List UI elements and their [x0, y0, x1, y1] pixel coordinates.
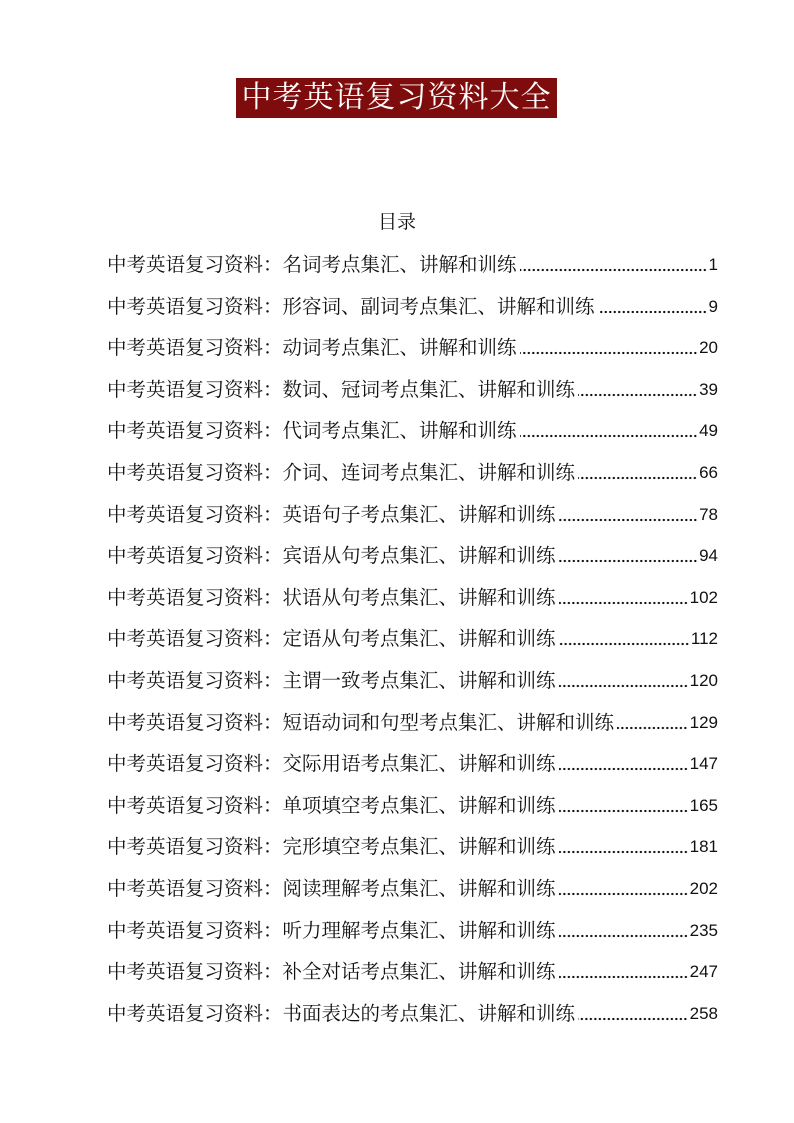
toc-entry-label: 中考英语复习资料：形容词、副词考点集汇、讲解和训练 [107, 294, 595, 318]
dot-leader [559, 601, 688, 605]
toc-entry-page: 129 [689, 712, 718, 732]
dot-leader [617, 726, 688, 730]
toc-entry-page: 181 [689, 837, 718, 857]
toc-entry-page: 66 [699, 462, 718, 482]
toc-entry-label: 中考英语复习资料：代词考点集汇、讲解和训练 [107, 419, 517, 443]
toc-entry-label: 中考英语复习资料：动词考点集汇、讲解和训练 [107, 336, 517, 360]
toc-entry-label: 中考英语复习资料：介词、连词考点集汇、讲解和训练 [107, 460, 576, 484]
toc-entry-label: 中考英语复习资料：宾语从句考点集汇、讲解和训练 [107, 544, 556, 568]
toc-entry-page: 165 [689, 795, 718, 815]
toc-entry-label: 中考英语复习资料：单项填空考点集汇、讲解和训练 [107, 793, 556, 817]
toc-entry-page: 1 [708, 255, 718, 274]
toc-entry-page: 39 [699, 379, 718, 399]
toc-entry[interactable] [107, 410, 718, 452]
toc-entry-label: 中考英语复习资料：补全对话考点集汇、讲解和训练 [107, 960, 556, 984]
toc-entry[interactable] [107, 660, 718, 702]
toc-entry[interactable] [107, 618, 718, 660]
dot-leader [559, 518, 698, 522]
toc-entry-label: 中考英语复习资料：听力理解考点集汇、讲解和训练 [107, 918, 556, 942]
toc-entry-label: 中考英语复习资料：英语句子考点集汇、讲解和训练 [107, 502, 556, 526]
toc-entry-page: 20 [699, 338, 718, 358]
dot-leader [520, 434, 698, 438]
toc-entry[interactable] [107, 327, 718, 369]
toc-entry-label: 中考英语复习资料：完形填空考点集汇、讲解和训练 [107, 835, 556, 859]
toc-entry-label: 中考英语复习资料：名词考点集汇、讲解和训练 [107, 253, 517, 276]
toc-entry-page: 120 [689, 670, 718, 690]
dot-leader [559, 559, 698, 563]
toc-entry[interactable] [107, 702, 718, 744]
toc-entry-page: 102 [689, 587, 718, 607]
toc-entry-label: 中考英语复习资料：阅读理解考点集汇、讲解和训练 [107, 876, 556, 900]
dot-leader [559, 850, 688, 854]
toc-heading: 目录 [377, 211, 416, 233]
toc-entry-label: 中考英语复习资料：数词、冠词考点集汇、讲解和训练 [107, 377, 576, 401]
toc-entry-page: 49 [699, 421, 718, 441]
dot-leader [559, 642, 689, 646]
toc-entry[interactable] [107, 286, 718, 328]
toc-entry-label: 中考英语复习资料：短语动词和句型考点集汇、讲解和训练 [107, 710, 615, 734]
toc-entry-page: 78 [699, 504, 718, 524]
dot-leader [520, 268, 707, 272]
dot-leader [559, 684, 688, 688]
toc-entry[interactable] [107, 868, 718, 910]
document-title: 中考英语复习资料大全 [241, 80, 552, 115]
toc-entry[interactable] [107, 951, 718, 993]
dot-leader [559, 767, 688, 771]
toc-entry-page: 94 [699, 546, 718, 566]
toc-entry-page: 235 [689, 920, 718, 940]
toc-entry-label: 中考英语复习资料：状语从句考点集汇、讲解和训练 [107, 585, 556, 609]
toc-entry[interactable] [107, 577, 718, 619]
toc-entry[interactable] [107, 910, 718, 952]
dot-leader [559, 892, 688, 896]
toc-entry-page: 147 [689, 754, 718, 774]
toc-entry-label: 中考英语复习资料：定语从句考点集汇、讲解和训练 [107, 627, 556, 651]
toc-entry-page: 112 [690, 629, 718, 649]
table-of-contents [107, 244, 718, 1034]
toc-entry-label: 中考英语复习资料：书面表达的考点集汇、讲解和训练 [107, 1001, 576, 1025]
dot-leader [559, 975, 688, 979]
toc-entry-page: 202 [689, 878, 718, 898]
dot-leader [559, 809, 688, 813]
toc-entry[interactable] [107, 743, 718, 785]
toc-entry-page: 247 [689, 962, 718, 982]
dot-leader [578, 1017, 688, 1021]
toc-entry-label: 中考英语复习资料：主谓一致考点集汇、讲解和训练 [107, 668, 556, 692]
toc-entry[interactable] [107, 494, 718, 536]
dot-leader [559, 934, 688, 938]
title-banner [236, 78, 557, 118]
dot-leader [520, 351, 698, 355]
dot-leader [578, 393, 697, 397]
toc-entry[interactable] [107, 826, 718, 868]
toc-entry-page: 258 [689, 1003, 718, 1023]
toc-entry[interactable] [107, 785, 718, 827]
toc-entry-label: 中考英语复习资料：交际用语考点集汇、讲解和训练 [107, 752, 556, 776]
toc-entry[interactable] [107, 452, 718, 494]
toc-entry[interactable] [107, 535, 718, 577]
toc-entry[interactable] [107, 244, 718, 286]
toc-entry[interactable] [107, 369, 718, 411]
toc-entry-page: 9 [708, 296, 718, 316]
dot-leader [578, 476, 697, 480]
dot-leader [598, 310, 707, 314]
toc-entry[interactable] [107, 993, 718, 1035]
